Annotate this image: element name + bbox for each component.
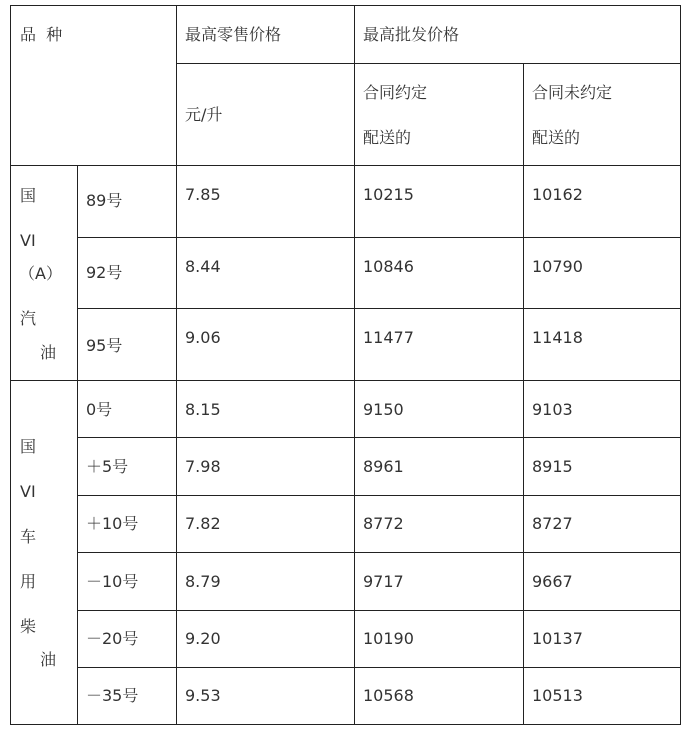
non-contract-delivery-header-line2: 配送的 xyxy=(532,128,581,147)
row-divider xyxy=(77,437,681,438)
non-contract-price-cell: 8727 xyxy=(532,514,573,533)
non-contract-delivery-header-line1: 合同未约定 xyxy=(532,83,613,102)
row-divider xyxy=(77,237,681,238)
retail-unit-label: 元/升 xyxy=(185,105,223,124)
grade-cell: 89号 xyxy=(86,191,123,210)
non-contract-price-cell: 9667 xyxy=(532,572,573,591)
gasoline-group-label-line: 油 xyxy=(40,343,57,362)
retail-price-cell: 7.85 xyxy=(185,185,221,204)
retail-price-cell: 8.79 xyxy=(185,572,221,591)
retail-price-cell: 8.44 xyxy=(185,257,221,276)
header-bottom-border xyxy=(10,165,681,166)
group-column-divider xyxy=(77,165,78,725)
contract-price-cell: 11477 xyxy=(363,328,414,347)
grade-cell: 95号 xyxy=(86,336,123,355)
grade-cell: ＋5号 xyxy=(86,457,129,476)
retail-price-cell: 7.82 xyxy=(185,514,221,533)
row-divider xyxy=(77,552,681,553)
contract-price-cell: 10190 xyxy=(363,629,414,648)
non-contract-price-cell: 10790 xyxy=(532,257,583,276)
table-border-bottom xyxy=(10,724,681,725)
grade-cell: ＋10号 xyxy=(86,514,139,533)
contract-delivery-header-line2: 配送的 xyxy=(363,128,412,147)
contract-price-cell: 10568 xyxy=(363,686,414,705)
retail-price-cell: 9.53 xyxy=(185,686,221,705)
grade-cell: －20号 xyxy=(86,629,139,648)
retail-price-cell: 9.06 xyxy=(185,328,221,347)
row-divider xyxy=(77,308,681,309)
grade-cell: 0号 xyxy=(86,400,113,419)
row-divider xyxy=(77,610,681,611)
retail-price-header: 最高零售价格 xyxy=(185,25,282,44)
retail-price-cell: 9.20 xyxy=(185,629,221,648)
contract-price-cell: 9717 xyxy=(363,572,404,591)
gasoline-group-label-line: 汽 xyxy=(20,309,37,328)
gasoline-group-label-line: 国 xyxy=(20,186,37,205)
variety-header: 品 种 xyxy=(20,25,63,44)
row-divider xyxy=(77,495,681,496)
grade-cell: －10号 xyxy=(86,572,139,591)
table-border-top xyxy=(10,5,681,6)
wholesale-price-header: 最高批发价格 xyxy=(363,25,460,44)
diesel-group-label-line: 国 xyxy=(20,437,37,456)
diesel-group-label-line: 用 xyxy=(20,572,37,591)
contract-price-cell: 9150 xyxy=(363,400,404,419)
wholesale-divider xyxy=(176,63,681,64)
grade-cell: 92号 xyxy=(86,263,123,282)
diesel-group-label-line: 油 xyxy=(40,650,57,669)
contract-delivery-header-line1: 合同约定 xyxy=(363,83,428,102)
table-border-left xyxy=(10,5,11,725)
non-contract-price-cell: 10513 xyxy=(532,686,583,705)
contract-price-cell: 8961 xyxy=(363,457,404,476)
contract-price-cell: 8772 xyxy=(363,514,404,533)
non-contract-price-cell: 9103 xyxy=(532,400,573,419)
non-contract-price-cell: 10162 xyxy=(532,185,583,204)
non-contract-price-cell: 11418 xyxy=(532,328,583,347)
row-divider xyxy=(77,667,681,668)
retail-price-cell: 8.15 xyxy=(185,400,221,419)
table-border-right xyxy=(680,5,681,725)
retail-price-cell: 7.98 xyxy=(185,457,221,476)
group-divider xyxy=(10,380,681,381)
gasoline-group-label-line: VI xyxy=(20,231,36,250)
retail-column-divider xyxy=(176,5,177,725)
non-contract-column-divider xyxy=(523,63,524,725)
contract-price-cell: 10846 xyxy=(363,257,414,276)
contract-price-cell: 10215 xyxy=(363,185,414,204)
grade-cell: －35号 xyxy=(86,686,139,705)
gasoline-group-label-line: （A） xyxy=(19,264,62,283)
wholesale-column-divider xyxy=(354,5,355,725)
diesel-group-label-line: VI xyxy=(20,482,36,501)
non-contract-price-cell: 10137 xyxy=(532,629,583,648)
price-table xyxy=(10,5,681,725)
diesel-group-label-line: 柴 xyxy=(20,617,37,636)
diesel-group-label-line: 车 xyxy=(20,527,37,546)
non-contract-price-cell: 8915 xyxy=(532,457,573,476)
